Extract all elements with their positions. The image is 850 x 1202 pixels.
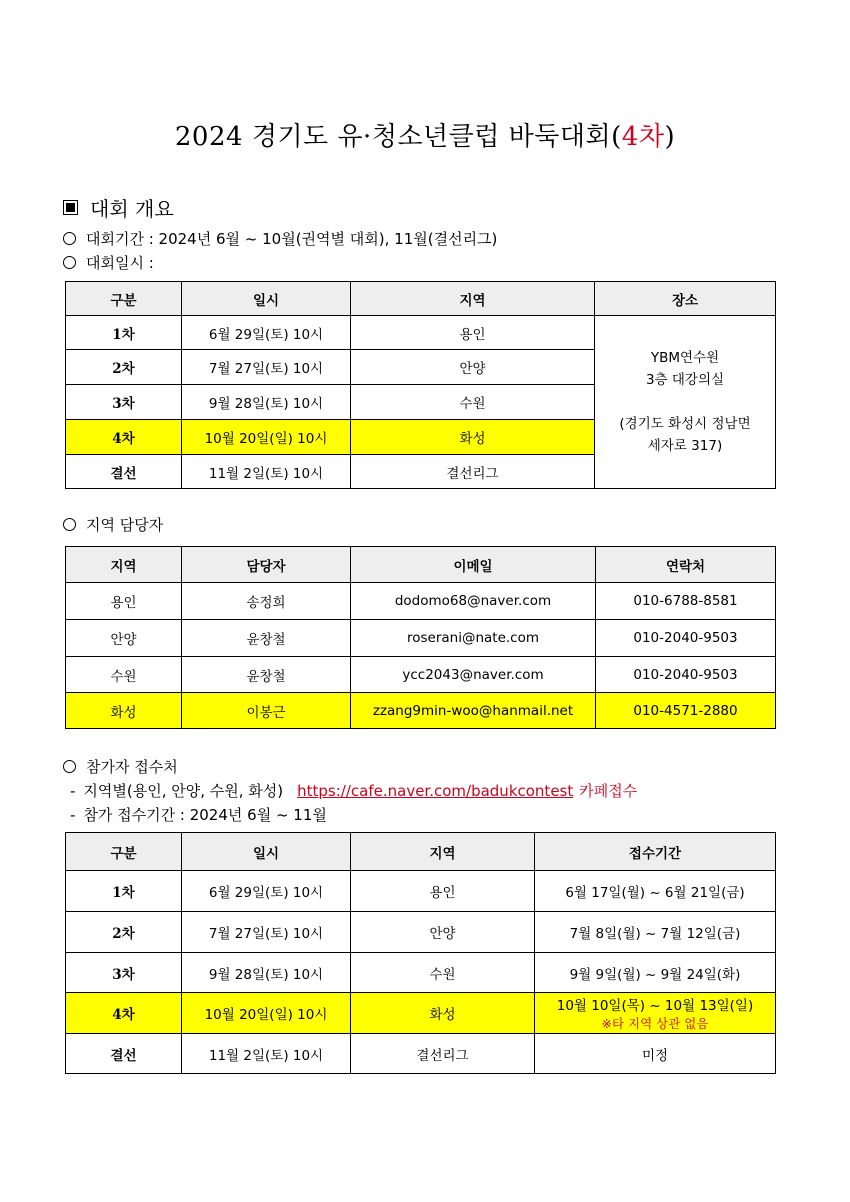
datetime-cell: 10월 20일(일) 10시 <box>182 420 351 455</box>
table-header-row <box>66 547 776 583</box>
contacts-table <box>65 546 776 729</box>
period-text: 대회기간 : 2024년 6월 ~ 10월(권역별 대회), 11월(결선리그) <box>86 230 498 248</box>
round-cell: 4차 <box>66 420 182 455</box>
datetime-cell: 7월 27일(토) 10시 <box>182 912 351 953</box>
round-cell: 3차 <box>66 953 182 993</box>
table-row <box>66 620 776 657</box>
email-cell: dodomo68@naver.com <box>351 583 596 620</box>
registration-table <box>65 832 776 1074</box>
datetime-cell: 6월 29일(토) 10시 <box>182 316 351 350</box>
table-row <box>66 953 776 993</box>
round-cell: 1차 <box>66 316 182 350</box>
period-cell: 9월 9일(월) ~ 9월 24일(화) <box>535 953 776 993</box>
email-cell: zzang9min-woo@hanmail.net <box>351 693 596 729</box>
venue-line: YBM연수원 <box>650 350 720 366</box>
registration-period: 참가 접수기간 : 2024년 6월 ~ 11월 <box>83 806 327 824</box>
email-cell: ycc2043@naver.com <box>351 657 596 693</box>
period-cell: 미정 <box>535 1034 776 1074</box>
registration-period-line <box>70 804 335 825</box>
round-cell: 결선 <box>66 1034 182 1074</box>
dates-line <box>63 252 154 273</box>
header-cell: 일시 <box>182 282 351 316</box>
table-row <box>66 1034 776 1074</box>
registration-suffix: 카페접수 <box>579 782 638 800</box>
datetime-cell: 11월 2일(토) 10시 <box>182 1034 351 1074</box>
email-cell: roserani@nate.com <box>351 620 596 657</box>
round-cell: 3차 <box>66 385 182 420</box>
region-cell: 안양 <box>351 350 595 385</box>
region-cell: 화성 <box>351 420 595 455</box>
phone-cell: 010-4571-2880 <box>596 693 776 729</box>
datetime-cell: 11월 2일(토) 10시 <box>182 455 351 489</box>
phone-cell: 010-2040-9503 <box>596 620 776 657</box>
round-cell: 2차 <box>66 350 182 385</box>
circle-bullet-icon <box>63 760 76 773</box>
circle-bullet-icon <box>63 256 76 269</box>
period-cell: 6월 17일(월) ~ 6월 21일(금) <box>535 871 776 912</box>
period-cell: 7월 8일(월) ~ 7월 12일(금) <box>535 912 776 953</box>
header-cell: 지역 <box>66 547 182 583</box>
period-cell <box>535 993 776 1034</box>
manager-cell: 송정희 <box>182 583 351 620</box>
circle-bullet-icon <box>63 518 76 531</box>
venue-line: (경기도 화성시 정남면 <box>619 416 751 432</box>
dash-marker: - <box>70 805 76 824</box>
table-row <box>66 912 776 953</box>
manager-cell: 윤창철 <box>182 620 351 657</box>
schedule-table <box>65 281 776 489</box>
round-cell: 2차 <box>66 912 182 953</box>
region-cell: 결선리그 <box>351 1034 535 1074</box>
phone-cell: 010-2040-9503 <box>596 657 776 693</box>
period-text: 10월 10일(목) ~ 10월 13일(일) <box>556 998 754 1014</box>
header-cell: 지역 <box>351 282 595 316</box>
region-cell: 수원 <box>351 385 595 420</box>
table-row-highlighted <box>66 993 776 1034</box>
manager-cell: 이봉근 <box>182 693 351 729</box>
region-cell: 수원 <box>66 657 182 693</box>
title-accent: 4차 <box>621 122 665 152</box>
region-cell: 화성 <box>66 693 182 729</box>
header-cell: 지역 <box>351 833 535 871</box>
table-row <box>66 871 776 912</box>
header-cell: 연락처 <box>596 547 776 583</box>
region-cell: 수원 <box>351 953 535 993</box>
manager-cell: 윤창철 <box>182 657 351 693</box>
dash-marker: - <box>70 781 76 800</box>
contacts-label: 지역 담당자 <box>86 516 164 534</box>
registration-prefix: 지역별(용인, 안양, 수원, 화성) <box>83 782 284 800</box>
header-cell: 이메일 <box>351 547 596 583</box>
section-heading-text: 대회 개요 <box>90 197 174 221</box>
region-cell: 안양 <box>66 620 182 657</box>
registration-label: 참가자 접수처 <box>86 758 178 776</box>
title-main: 2024 경기도 유·청소년클럽 바둑대회( <box>174 122 622 152</box>
section-heading-overview <box>63 193 174 222</box>
datetime-cell: 9월 28일(토) 10시 <box>182 385 351 420</box>
datetime-cell: 7월 27일(토) 10시 <box>182 350 351 385</box>
period-note: ※타 지역 상관 없음 <box>601 1016 709 1031</box>
region-cell: 결선리그 <box>351 455 595 489</box>
region-cell: 안양 <box>351 912 535 953</box>
circle-bullet-icon <box>63 232 76 245</box>
datetime-cell: 6월 29일(토) 10시 <box>182 871 351 912</box>
region-cell: 용인 <box>351 316 595 350</box>
venue-cell <box>595 316 776 489</box>
cafe-link[interactable]: https://cafe.naver.com/badukcontest <box>297 781 574 800</box>
title-end: ) <box>664 122 676 152</box>
header-cell: 구분 <box>66 833 182 871</box>
region-cell: 용인 <box>351 871 535 912</box>
table-row <box>66 316 776 350</box>
round-cell: 4차 <box>66 993 182 1034</box>
header-cell: 담당자 <box>182 547 351 583</box>
venue-line: 3층 대강의실 <box>645 372 725 388</box>
header-cell: 일시 <box>182 833 351 871</box>
datetime-cell: 9월 28일(토) 10시 <box>182 953 351 993</box>
venue-line: 세자로 317) <box>647 438 723 454</box>
header-cell: 구분 <box>66 282 182 316</box>
region-cell: 화성 <box>351 993 535 1034</box>
contacts-line <box>63 514 163 535</box>
table-row <box>66 657 776 693</box>
dates-label: 대회일시 : <box>86 254 154 272</box>
round-cell: 1차 <box>66 871 182 912</box>
region-cell: 용인 <box>66 583 182 620</box>
table-header-row <box>66 282 776 316</box>
registration-line <box>63 756 178 777</box>
header-cell: 장소 <box>595 282 776 316</box>
round-cell: 결선 <box>66 455 182 489</box>
page-title <box>0 116 850 153</box>
datetime-cell: 10월 20일(일) 10시 <box>182 993 351 1034</box>
registration-link-line <box>70 780 637 801</box>
table-row-highlighted <box>66 693 776 729</box>
table-header-row <box>66 833 776 871</box>
header-cell: 접수기간 <box>535 833 776 871</box>
period-line <box>63 228 497 249</box>
phone-cell: 010-6788-8581 <box>596 583 776 620</box>
filled-square-icon <box>63 200 78 215</box>
table-row <box>66 583 776 620</box>
